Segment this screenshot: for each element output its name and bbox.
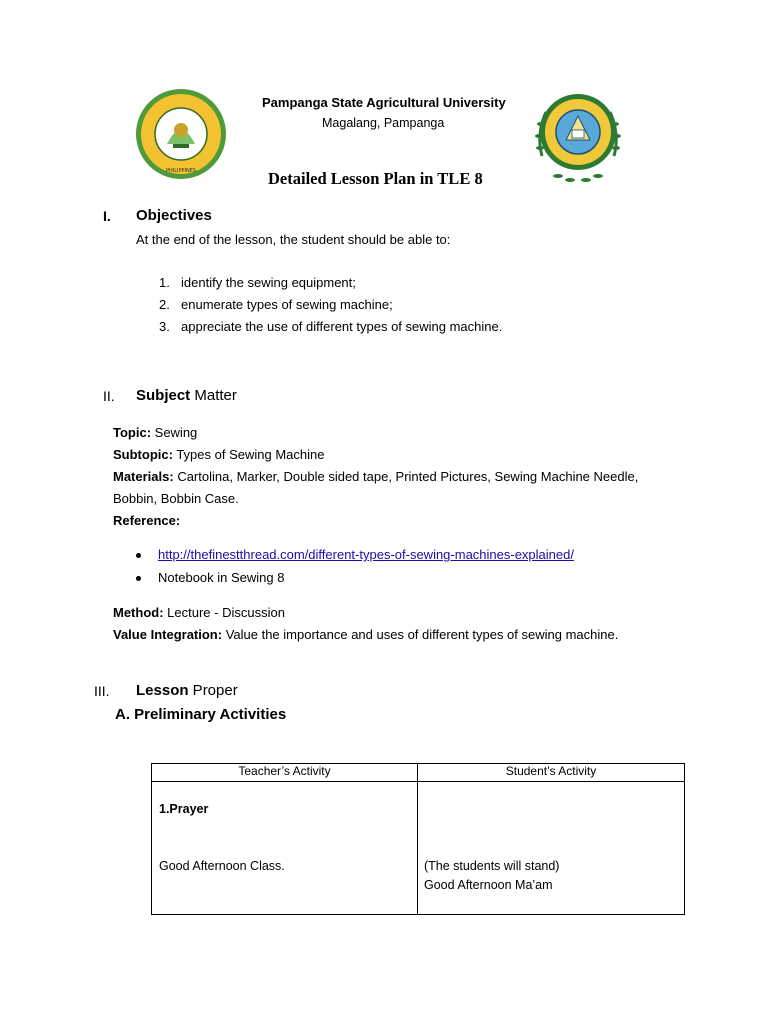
method-label: Method: (113, 605, 164, 620)
subtopic-line (113, 444, 324, 466)
section-title-rest: Proper (188, 682, 238, 699)
section-title-bold: Lesson (136, 682, 189, 699)
header-student-activity: Student’s Activity (418, 764, 685, 782)
bullet-icon (136, 553, 141, 558)
student-activity-cell (418, 782, 685, 915)
section-number-objectives: I. (103, 208, 111, 224)
header-teacher-activity: Teacher’s Activity (152, 764, 418, 782)
materials-line (113, 466, 638, 488)
reference-item: Notebook in Sewing 8 (158, 570, 285, 585)
method-value: Lecture - Discussion (163, 605, 285, 620)
materials-label: Materials: (113, 469, 174, 484)
subtopic-value: Types of Sewing Machine (172, 447, 325, 462)
section-title-lesson (136, 682, 238, 699)
university-seal-icon (133, 86, 229, 182)
table-header-row (152, 764, 685, 782)
student-greeting: Good Afternoon Ma’am (424, 878, 553, 892)
teacher-greeting: Good Afternoon Class. (159, 859, 285, 873)
section-title-subject (136, 387, 237, 404)
university-logo (133, 86, 229, 182)
reference-link[interactable]: http://thefinestthread.com/different-types-of-sewing-machines-explained/ (158, 547, 574, 562)
value-integration-label: Value Integration: (113, 627, 223, 642)
value-integration-line (113, 624, 618, 646)
method-line (113, 602, 285, 624)
document-title: Detailed Lesson Plan in TLE 8 (268, 169, 483, 188)
objective-item: appreciate the use of different types of sewing machine. (181, 319, 503, 334)
value-integration-value: Value the importance and uses of different types of sewing machine. (222, 627, 619, 642)
objectives-intro: At the end of the lesson, the student should be able to: (136, 232, 451, 247)
topic-label: Topic: (113, 425, 152, 440)
topic-value: Sewing (151, 425, 198, 440)
college-logo (528, 86, 628, 186)
objective-number: 3. (159, 319, 170, 334)
bullet-icon (136, 576, 141, 581)
topic-line (113, 422, 197, 444)
university-location: Magalang, Pampanga (322, 116, 445, 130)
college-of-education-seal-icon (528, 86, 628, 186)
university-name: Pampanga State Agricultural University (262, 95, 506, 110)
activities-table (151, 763, 685, 915)
section-title-bold: Subject (136, 387, 191, 404)
subsection-title: A. Preliminary Activities (115, 706, 287, 723)
section-title-rest: Matter (190, 387, 237, 404)
reference-label: Reference: (113, 513, 181, 528)
objective-item: identify the sewing equipment; (181, 275, 356, 290)
objective-number: 1. (159, 275, 170, 290)
seal-bottom-text: PHILIPPINES (165, 168, 197, 174)
prayer-label: 1.Prayer (159, 802, 209, 816)
materials-value: Cartolina, Marker, Double sided tape, Printed Pictures, Sewing Machine Needle, (173, 469, 639, 484)
objective-item: enumerate types of sewing machine; (181, 297, 393, 312)
subtopic-label: Subtopic: (113, 447, 173, 462)
section-number-subject: II. (103, 388, 115, 404)
materials-line-2: Bobbin, Bobbin Case. (113, 491, 239, 506)
student-action: (The students will stand) (424, 859, 560, 873)
section-number-lesson: III. (94, 683, 110, 699)
objective-number: 2. (159, 297, 170, 312)
section-title-objectives: Objectives (136, 207, 212, 224)
teacher-activity-cell (152, 782, 418, 915)
table-row (152, 782, 685, 915)
